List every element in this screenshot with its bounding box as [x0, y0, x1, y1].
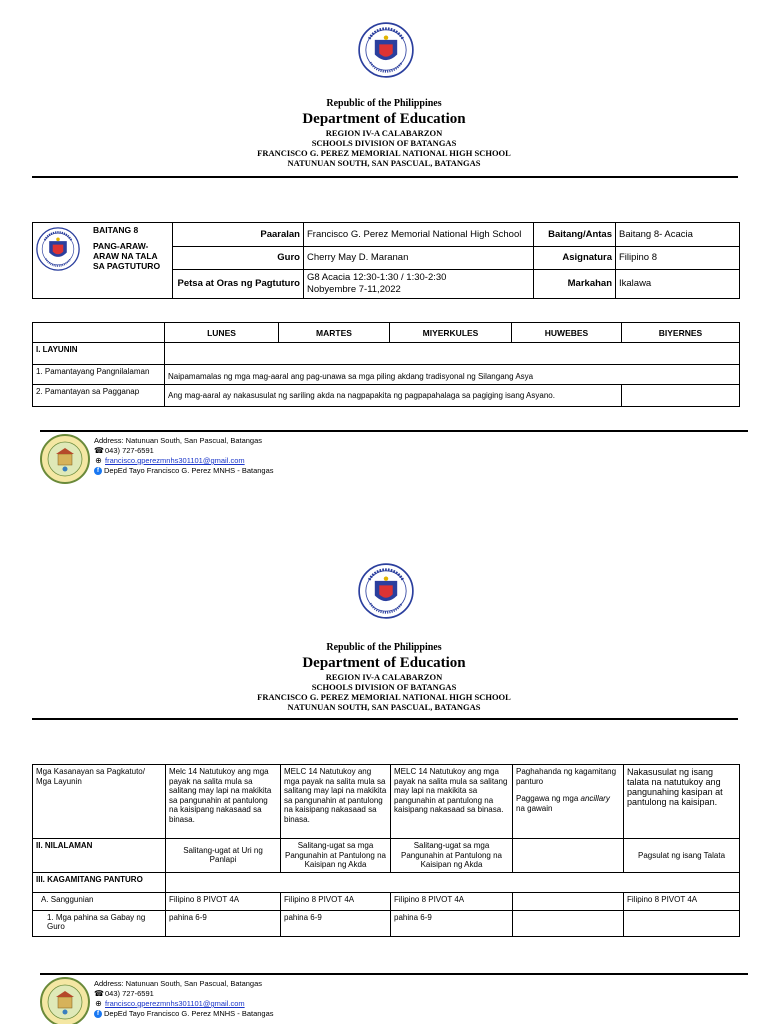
kasanayan-miyerkules: MELC 14 Natutukoy ang mga payak na salita mula sa salitang may lapi na makikita sa pangunahin at pantulong na kaisipang nakasaad sa binasa. [391, 765, 513, 839]
region-text: REGION IV-A CALABARZON [325, 128, 443, 138]
school-name: FRANCISCO G. PEREZ MEMORIAL NATIONAL HIGH SCHOOL [257, 692, 511, 702]
kagamitan-label: III. KAGAMITANG PANTURO [33, 872, 166, 892]
phone-icon: ☎ [94, 989, 104, 998]
kagamitan-value [166, 872, 740, 892]
huwebes-line-2 [516, 794, 620, 813]
kasanayan-label: Mga Kasanayan sa Pagkatuto/ Mga Layunin [33, 765, 166, 839]
pahina-huwebes [513, 910, 624, 936]
nilalaman-martes: Salitang-ugat sa mga Pangunahin at Pantulong na Kaisipan ng Akda [281, 839, 391, 873]
page-2 [0, 543, 768, 1024]
pahina-biyernes [624, 910, 740, 936]
footer-contact [94, 979, 274, 1019]
header-divider [32, 718, 738, 720]
footer-email-link[interactable]: francisco.gperezmnhs301101@gmail.com [105, 456, 245, 465]
nilalaman-huwebes [513, 839, 624, 873]
republic-text: Republic of the Philippines [326, 642, 442, 653]
day-header: LUNES [165, 323, 279, 343]
corner-cell [33, 323, 165, 343]
kasanayan-huwebes [513, 765, 624, 839]
procedures-table [32, 764, 740, 937]
footer-address: Address: Natunuan South, San Pascual, Batangas [94, 436, 263, 445]
school-seal-icon [40, 977, 90, 1024]
sanggunian-huwebes [513, 892, 624, 910]
guro-value: Cherry May D. Maranan [304, 247, 534, 270]
grade-title: BAITANG 8 [93, 225, 139, 235]
huwebes-text: na gawain [516, 803, 553, 813]
sanggunian-biyernes: Filipino 8 PIVOT 4A [624, 892, 740, 910]
pagganap-label: 2. Pamantayan sa Pagganap [33, 385, 165, 407]
phone-icon: ☎ [94, 446, 104, 455]
pangnilalaman-value: Naipamamalas ng mga mag-aaral ang pag-unawa sa mga piling akdang tradisyonal ng Silangang Asya [165, 365, 740, 385]
day-header: MARTES [279, 323, 390, 343]
layunin-value [165, 343, 740, 365]
baitang-value: Baitang 8- Acacia [616, 223, 740, 247]
huwebes-italic: ancillary [580, 794, 610, 803]
markahan-label: Markahan [534, 270, 616, 299]
dll-title-line: SA PAGTUTURO [93, 261, 161, 271]
header-divider [32, 176, 738, 178]
petsa-label: Petsa at Oras ng Pagtuturo [173, 270, 304, 299]
layunin-label: I. LAYUNIN [33, 343, 165, 365]
letterhead [0, 642, 768, 712]
division-text: SCHOOLS DIVISION OF BATANGAS [311, 682, 457, 692]
petsa-value [304, 270, 534, 299]
department-title: Department of Education [302, 655, 466, 671]
sanggunian-martes: Filipino 8 PIVOT 4A [281, 892, 391, 910]
objectives-table [32, 322, 740, 407]
facebook-icon: f [94, 467, 102, 475]
pagganap-value: Ang mag-aaral ay nakasusulat ng sariling akda na nagpapakita ng pagpapahalaga sa pagiging isang Asyano. [165, 385, 622, 407]
division-text: SCHOOLS DIVISION OF BATANGAS [311, 138, 457, 148]
info-logo-cell [33, 223, 173, 299]
footer-address: Address: Natunuan South, San Pascual, Batangas [94, 979, 263, 988]
paaralan-label: Paaralan [173, 223, 304, 247]
huwebes-line-1: Paghahanda ng kagamitang panturo [516, 767, 617, 786]
paaralan-value: Francisco G. Perez Memorial National High School [304, 223, 534, 247]
day-header: MIYERKULES [390, 323, 512, 343]
petsa-time: G8 Acacia 12:30-1:30 / 1:30-2:30 [307, 272, 447, 283]
globe-icon: ⊕ [95, 456, 102, 465]
school-address: NATUNUAN SOUTH, SAN PASCUAL, BATANGAS [287, 158, 481, 168]
footer-contact [94, 436, 274, 476]
pahina-miyerkules: pahina 6-9 [391, 910, 513, 936]
asignatura-label: Asignatura [534, 247, 616, 270]
deped-seal-icon [36, 227, 80, 271]
footer-email-link[interactable]: francisco.gperezmnhs301101@gmail.com [105, 999, 245, 1008]
kasanayan-biyernes: Nakasusulat ng isang talata na natutukoy ang pangunahing kasipan at pantulong na kaisipan. [624, 765, 740, 839]
footer-phone: 043) 727-6591 [105, 446, 154, 455]
petsa-date: Nobyembre 7-11,2022 [307, 284, 401, 295]
department-title: Department of Education [302, 111, 466, 127]
footer-facebook-link[interactable]: DepEd Tayo Francisco G. Perez MNHS - Batangas [104, 1009, 274, 1018]
kasanayan-martes: MELC 14 Natutukoy ang mga payak na salita mula sa salitang may lapi na makikita sa pangunahin at pantulong na kaisipang nakasaad sa binasa. [281, 765, 391, 839]
dll-title [93, 225, 160, 271]
nilalaman-miyerkules: Salitang-ugat sa mga Pangunahin at Pantulong na Kaisipan ng Akda [391, 839, 513, 873]
sanggunian-label: A. Sanggunian [33, 892, 166, 910]
day-header: HUWEBES [512, 323, 622, 343]
pahina-label: 1. Mga pahina sa Gabay ng Guro [33, 910, 166, 936]
pahina-lunes: pahina 6-9 [166, 910, 281, 936]
footer-facebook-link[interactable]: DepEd Tayo Francisco G. Perez MNHS - Batangas [104, 466, 274, 475]
school-address: NATUNUAN SOUTH, SAN PASCUAL, BATANGAS [287, 702, 481, 712]
asignatura-value: Filipino 8 [616, 247, 740, 270]
page-footer [40, 430, 748, 490]
globe-icon: ⊕ [95, 999, 102, 1008]
dll-title-line: ARAW NA TALA [93, 251, 158, 261]
info-table [32, 222, 740, 299]
guro-label: Guro [173, 247, 304, 270]
region-text: REGION IV-A CALABARZON [325, 672, 443, 682]
nilalaman-biyernes: Pagsulat ng isang Talata [624, 839, 740, 873]
nilalaman-lunes: Salitang-ugat at Uri ng Panlapi [166, 839, 281, 873]
school-seal-icon [40, 434, 90, 484]
day-header: BIYERNES [622, 323, 740, 343]
republic-text: Republic of the Philippines [326, 98, 442, 109]
footer-divider [40, 430, 748, 432]
kasanayan-lunes: Melc 14 Natutukoy ang mga payak na salita mula sa salitang may lapi na makikita sa pangunahin at pantulong na kaisipang nakasaad sa binasa. [166, 765, 281, 839]
facebook-icon: f [94, 1010, 102, 1018]
pangnilalaman-label: 1. Pamantayang Pangnilalaman [33, 365, 165, 385]
baitang-label: Baitang/Antas [534, 223, 616, 247]
sanggunian-miyerkules: Filipino 8 PIVOT 4A [391, 892, 513, 910]
markahan-value: Ikalawa [616, 270, 740, 299]
letterhead [0, 98, 768, 168]
footer-divider [40, 973, 748, 975]
footer-phone: 043) 727-6591 [105, 989, 154, 998]
dll-title-line: PANG-ARAW- [93, 241, 149, 251]
pagganap-biyernes [622, 385, 740, 407]
page-footer [40, 973, 748, 1024]
school-name: FRANCISCO G. PEREZ MEMORIAL NATIONAL HIGH SCHOOL [257, 148, 511, 158]
deped-seal-icon [358, 22, 414, 78]
sanggunian-lunes: Filipino 8 PIVOT 4A [166, 892, 281, 910]
deped-seal-icon [358, 563, 414, 619]
pahina-martes: pahina 6-9 [281, 910, 391, 936]
nilalaman-label: II. NILALAMAN [33, 839, 166, 873]
huwebes-text: Paggawa ng mga [516, 794, 581, 803]
